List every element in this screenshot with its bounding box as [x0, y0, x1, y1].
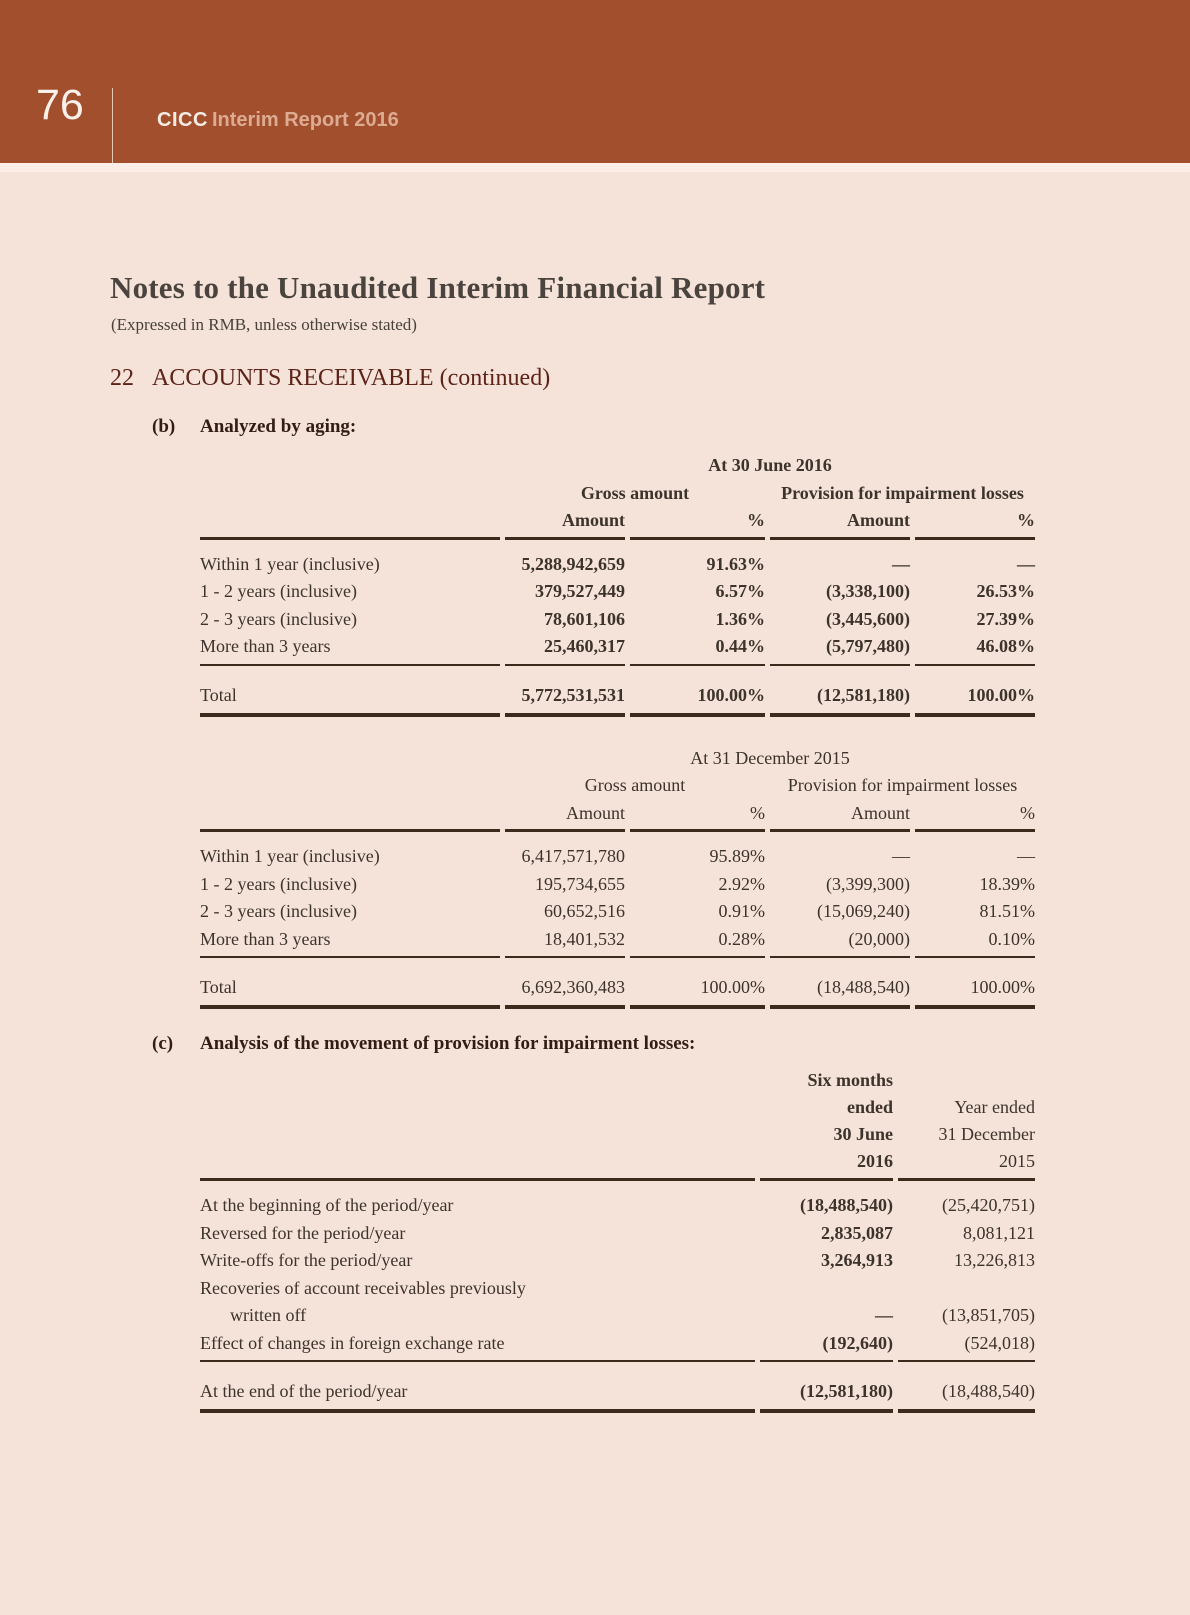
cell-total-gross-pct: 100.00%	[630, 958, 765, 1009]
cell-2016-value: (192,640)	[760, 1330, 893, 1363]
document-subtitle: (Expressed in RMB, unless otherwise stated)	[111, 315, 417, 334]
table-group-header-row	[200, 480, 1035, 508]
aging-table-31-december-2015	[195, 745, 1040, 1010]
cell-provision-pct: 26.53%	[976, 581, 1035, 601]
total-label: At the end of the period/year	[200, 1362, 755, 1413]
col-header-pct: %	[630, 507, 765, 540]
cell-2015-value	[898, 1275, 1035, 1303]
table-row	[200, 898, 1035, 926]
table-period-row	[200, 745, 1035, 773]
table-row	[200, 1247, 1035, 1275]
group-header-provision: Provision for impairment losses	[781, 482, 1024, 503]
cell-gross-amount: 78,601,106	[544, 608, 625, 629]
cell-total-2016-value: (12,581,180)	[760, 1362, 893, 1413]
table-row	[200, 1181, 1035, 1220]
table-group-header-row	[200, 772, 1035, 800]
table-period-row	[200, 452, 1035, 480]
cell-provision-amount: —	[892, 553, 910, 574]
row-label: Write-offs for the period/year	[200, 1250, 413, 1270]
cell-gross-pct: 0.28%	[630, 926, 765, 959]
subsection-c-heading	[152, 1033, 1190, 1055]
cell-gross-pct: 0.44%	[630, 633, 765, 666]
page-body	[0, 270, 1190, 1413]
table-row	[200, 633, 1035, 666]
table-row	[200, 606, 1035, 634]
col-header-amount: Amount	[770, 800, 910, 833]
row-label: More than 3 years	[200, 926, 500, 959]
cell-provision-amount: (20,000)	[770, 926, 910, 959]
total-label: Total	[200, 958, 500, 1009]
cell-gross-pct: 91.63%	[706, 553, 765, 574]
row-label: Reversed for the period/year	[200, 1222, 406, 1243]
row-label: 1 - 2 years (inclusive)	[200, 581, 357, 601]
cell-provision-pct: —	[1017, 846, 1035, 866]
group-header-gross: Gross amount	[580, 482, 690, 503]
cell-provision-amount: —	[892, 846, 910, 866]
row-label: Recoveries of account receivables previously	[200, 1277, 526, 1298]
table-row	[200, 1220, 1035, 1248]
cell-2015-value: 13,226,813	[954, 1250, 1035, 1270]
section-22-heading	[110, 365, 1190, 392]
cell-provision-amount: (3,399,300)	[826, 873, 910, 894]
period-header: At 31 December 2015	[690, 747, 850, 768]
row-label: 2 - 3 years (inclusive)	[200, 608, 357, 629]
cell-provision-amount: (5,797,480)	[770, 633, 910, 666]
page-header-band	[0, 0, 1190, 163]
table-row	[200, 832, 1035, 871]
cell-provision-pct: 27.39%	[976, 608, 1035, 629]
cell-total-gross-pct: 100.00%	[630, 666, 765, 717]
cell-provision-amount: (15,069,240)	[817, 901, 910, 921]
table-total-row	[200, 1362, 1035, 1413]
cell-provision-pct: 18.39%	[979, 873, 1035, 894]
cell-gross-pct: 6.57%	[715, 581, 765, 601]
cell-provision-amount: (3,445,600)	[826, 608, 910, 629]
subsection-c-label: (c)	[152, 1033, 174, 1054]
col-header-year-2015: Year ended 31 December 2015	[898, 1067, 1035, 1181]
brand-logo-text: CICC	[157, 109, 208, 131]
cell-total-provision-amount: (18,488,540)	[770, 958, 910, 1009]
cell-gross-amount: 60,652,516	[544, 901, 625, 921]
band-bottom-strip	[0, 163, 1190, 172]
movement-of-provision-table	[195, 1067, 1040, 1413]
cell-gross-amount: 195,734,655	[535, 873, 625, 894]
cell-2016-value: (18,488,540)	[800, 1195, 893, 1215]
cell-gross-pct: 95.89%	[709, 846, 765, 866]
cell-gross-pct: 1.36%	[715, 608, 765, 629]
cell-provision-pct: 0.10%	[915, 926, 1035, 959]
table-row	[200, 1275, 1035, 1303]
cell-2015-value: 8,081,121	[963, 1222, 1035, 1243]
row-label: 2 - 3 years (inclusive)	[200, 901, 357, 921]
cell-gross-amount: 5,288,942,659	[521, 553, 625, 574]
cell-2016-value: —	[875, 1305, 893, 1325]
section-number: 22	[110, 365, 134, 391]
col-header-amount: Amount	[770, 507, 910, 540]
row-label: Within 1 year (inclusive)	[200, 553, 380, 574]
cell-gross-pct: 0.91%	[718, 901, 765, 921]
table-row	[200, 540, 1035, 579]
row-label-continuation: written off	[230, 1305, 307, 1325]
col-header-six-months-2016: Six months ended 30 June 2016	[760, 1067, 893, 1181]
cell-gross-amount: 379,527,449	[535, 581, 625, 601]
report-title: Interim Report 2016	[212, 109, 399, 131]
cell-gross-amount: 18,401,532	[505, 926, 625, 959]
cell-2015-value: (25,420,751)	[942, 1195, 1035, 1215]
cell-gross-amount: 6,417,571,780	[521, 846, 625, 866]
cell-gross-amount: 25,460,317	[505, 633, 625, 666]
cell-provision-pct: 81.51%	[979, 901, 1035, 921]
cell-provision-pct: 46.08%	[915, 633, 1035, 666]
table-column-header-row	[200, 800, 1035, 833]
subsection-b-heading	[152, 416, 1190, 438]
table-row	[200, 871, 1035, 899]
col-header-pct: %	[630, 800, 765, 833]
cell-provision-amount: (3,338,100)	[826, 581, 910, 601]
cell-2016-value	[760, 1275, 893, 1303]
cell-total-gross-amount: 5,772,531,531	[505, 666, 625, 717]
col-header-pct: %	[915, 507, 1035, 540]
cell-total-gross-amount: 6,692,360,483	[505, 958, 625, 1009]
document-title: Notes to the Unaudited Interim Financial Report	[110, 270, 766, 305]
page-number: 76	[36, 81, 84, 129]
cell-2016-value: 3,264,913	[821, 1250, 893, 1270]
header-divider-line	[112, 88, 113, 163]
table-row	[200, 1302, 1035, 1330]
subsection-c-title: Analysis of the movement of provision for impairment losses:	[200, 1033, 696, 1054]
table-row	[200, 578, 1035, 606]
row-label: At the beginning of the period/year	[200, 1195, 454, 1215]
cell-2015-value: (524,018)	[898, 1330, 1035, 1363]
table-total-row	[200, 666, 1035, 717]
col-header-amount: Amount	[505, 800, 625, 833]
cell-total-provision-pct: 100.00%	[915, 958, 1035, 1009]
group-header-provision: Provision for impairment losses	[787, 775, 1018, 795]
col-header-pct: %	[915, 800, 1035, 833]
cell-2016-value: 2,835,087	[821, 1222, 893, 1243]
cell-total-provision-amount: (12,581,180)	[770, 666, 910, 717]
table-row	[200, 1330, 1035, 1363]
total-label: Total	[200, 666, 500, 717]
cell-2015-value: (13,851,705)	[942, 1305, 1035, 1325]
row-label: 1 - 2 years (inclusive)	[200, 873, 357, 894]
table-column-header-row	[200, 507, 1035, 540]
table-row	[200, 926, 1035, 959]
period-header: At 30 June 2016	[708, 455, 832, 475]
cell-gross-pct: 2.92%	[718, 873, 765, 894]
cell-provision-pct: —	[1017, 553, 1035, 574]
col-header-amount: Amount	[505, 507, 625, 540]
row-label: Effect of changes in foreign exchange rate	[200, 1330, 755, 1363]
cell-total-provision-pct: 100.00%	[915, 666, 1035, 717]
subsection-b-title: Analyzed by aging:	[200, 416, 357, 437]
group-header-gross: Gross amount	[584, 775, 686, 795]
subsection-b-label: (b)	[152, 416, 176, 437]
row-label: Within 1 year (inclusive)	[200, 846, 380, 866]
row-label: More than 3 years	[200, 633, 500, 666]
table-column-header-row	[200, 1067, 1035, 1181]
aging-table-30-june-2016	[195, 452, 1040, 717]
cell-total-2015-value: (18,488,540)	[898, 1362, 1035, 1413]
table-total-row	[200, 958, 1035, 1009]
section-title: ACCOUNTS RECEIVABLE (continued)	[152, 365, 551, 391]
